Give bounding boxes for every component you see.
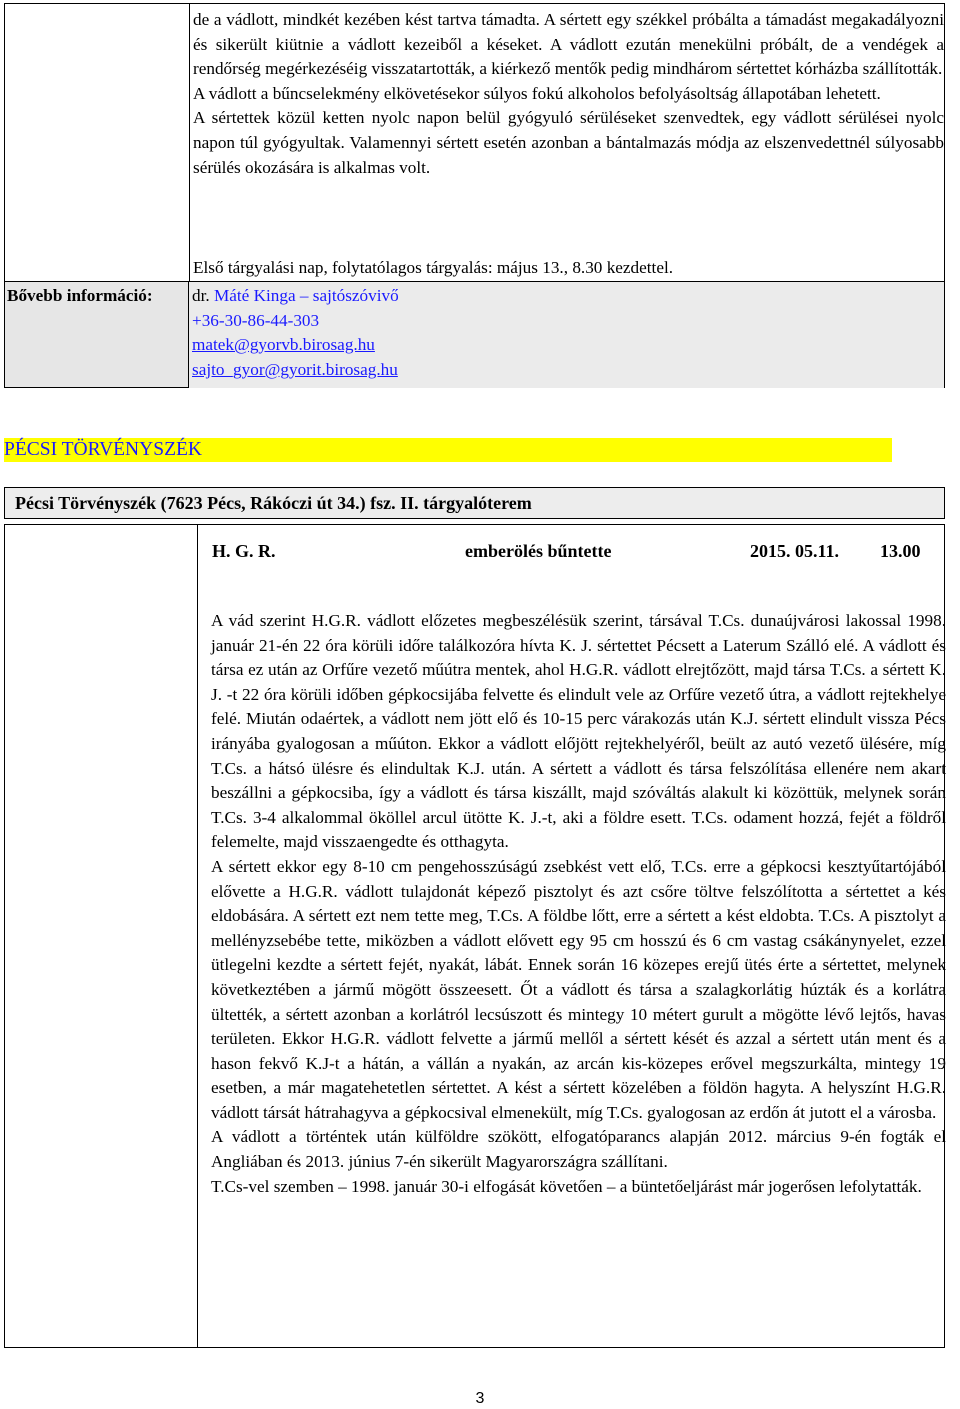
contact-phone: +36-30-86-44-303 — [192, 310, 320, 330]
case-charge: emberölés bűntette — [465, 541, 612, 561]
description-paragraph: de a vádlott, mindkét kezében kést tartva támadta. A sértett egy székkel próbálta a támadást megakadályozni és sikerült kiütnie a vádlott kezeiből a késeket. A vádlott ezután menekülni próbált, de a vendégek a rendőrség megérkezéséig visszatartották, a kiérkező mentők pedig mindhárom sértettet kórházba szállították. — [193, 10, 944, 79]
hearing-info: Első tárgyalási nap, folytatólagos tárgyalás: május 13., 8.30 kezdettel. — [193, 258, 674, 277]
description-paragraph: A sértettek közül ketten nyolc napon belül gyógyuló sérüléseket szenvedtek, egy vádlott sérülései nyolc napon túl gyógyultak. Valamennyi sértett esetén azonban a bántalmazás módja az elszenvedettnél súlyosabb sérülés okozására is alkalmas volt. — [193, 108, 944, 177]
case-date: 2015. 05.11. — [750, 541, 840, 561]
contact-name: Máté Kinga – sajtószóvivő — [213, 286, 399, 305]
case-paragraph: A vád szerint H.G.R. vádlott előzetes megbeszélésük szerint, társával T.Cs. dunaújvárosi lakossal 1998. január 21-én 22 óra körüli időre találkozóra hívta K. J. sértettet Pécsett a Laterum Szálló elé. A vádlott és társa ez után az Orfűre vezető műútra mentek, ahol H.G.R. vádlott elrejtőzött, majd társa T.Cs. a sértett K. J. -t 22 óra körüli időben gépkocsijába felvette és elindult vele az Orfűre vezető útra, a vádlott rejtekhelye felé. Miután odaértek, a vádlott nem jött elő és 10-15 perc várakozás után K.J. sértett elindult vissza Pécs irányába gyalogosan a műúton. Ekkor a vádlott előjött rejtekhelyéről, beült az autó vezető ülésére, míg T.Cs. a hátsó ülésre és elindultak K.J. után. A sértett a vádlott és társa felszólítása ellenére nem akart beszállni a gépkocsiba, így a vádlott és társa kiszállt, majd szóváltás alakult ki közöttük, melynek során T.Cs. 3-4 alkalommal ököllel arcul ütötte K. J.-t, aki a földre esett. T.Cs. odament hozzá, fejét a földről felemelte, majd visszaengedte és otthagyta. — [211, 611, 946, 852]
case-defendant: H. G. R. — [212, 541, 276, 561]
court-location: Pécsi Törvényszék (7623 Pécs, Rákóczi út 34.) fsz. II. tárgyalóterem — [4, 487, 945, 519]
top-case-table — [4, 3, 945, 388]
description-paragraph: A vádlott a bűncselekmény elkövetésekor súlyos fokú alkoholos befolyásoltság állapotában lehetett. — [193, 83, 881, 103]
case-paragraph: A sértett ekkor egy 8-10 cm pengehosszúságú zsebkést vett elő, T.Cs. erre a gépkocsi kesztyűtartójából elővette a H.G.R. vádlott tulajdonát képező pisztolyt és azt csőre töltve felszólította a sértettet a kés eldobására. A sértett ezt nem tette meg, T.Cs. A földbe lőtt, erre a sértett a kést eldobta. T.Cs. A pisztolyt a mellényzsebébe tette, miközben a vádlott elővett egy 95 cm hosszú és 6 cm vastag csákánynyelet, ezzel ütlegelni kezdte a sértett fejét, nyakát, lábát. Ennek során 16 közepes erejű ütés érte a sértettet, melynek következtében a jármű mögött összeesett. Őt a vádlott és társa a szalagkorlátig húzták és a korlátra ültették, a sértett azonban a korlátról lecsúszott és mintegy 10 métert gurult a mögötte lévő lejtős, havas területen. Ekkor H.G.R. vádlott felvette a jármű mellől a sértett kését és azzal a sértett után ment és a hason fekvő K.J-t a hátán, a vállán a nyakán, az arcán kis-közepes erővel megszurkálta, mintegy 19 esetben, a már magatehetetlen sértettet. A kést a sértett közelében a földön hagyta. A helyszínt H.G.R. vádlott társát hátrahagyva a gépkocsival elmenekült, míg T.Cs. gyalogosan az erdőn át jutott el a városba. — [211, 856, 946, 1122]
case-left-cell — [5, 525, 198, 1347]
contact-email-link[interactable]: sajto_gyor@gyorit.birosag.hu — [192, 359, 398, 379]
court-heading: PÉCSI TÖRVÉNYSZÉK — [4, 438, 892, 462]
case-description — [211, 609, 946, 1199]
case-header — [212, 539, 942, 565]
contact-block — [188, 282, 944, 388]
case-paragraph: A vádlott a történtek után külföldre szökött, elfogatóparancs alapján 2012. március 9-én fogták el Angliában és 2013. június 7-én sikerült Magyarországra szállítani. — [211, 1127, 946, 1172]
top-left-cell — [5, 4, 190, 281]
contact-name-line — [192, 284, 944, 309]
case-time: 13.00 — [880, 541, 921, 561]
contact-email-link[interactable]: matek@gyorvb.birosag.hu — [192, 335, 375, 355]
page-number: 3 — [475, 1390, 485, 1407]
case-paragraph: T.Cs-vel szemben – 1998. január 30-i elfogását követően – a büntetőeljárást már jogerősen lefolytatták. — [211, 1176, 922, 1196]
more-info-label: Bővebb információ: — [7, 286, 153, 305]
contact-prefix: dr. — [192, 286, 210, 305]
top-case-description — [190, 4, 944, 281]
more-info-row — [5, 281, 944, 387]
case-table — [4, 524, 945, 1348]
